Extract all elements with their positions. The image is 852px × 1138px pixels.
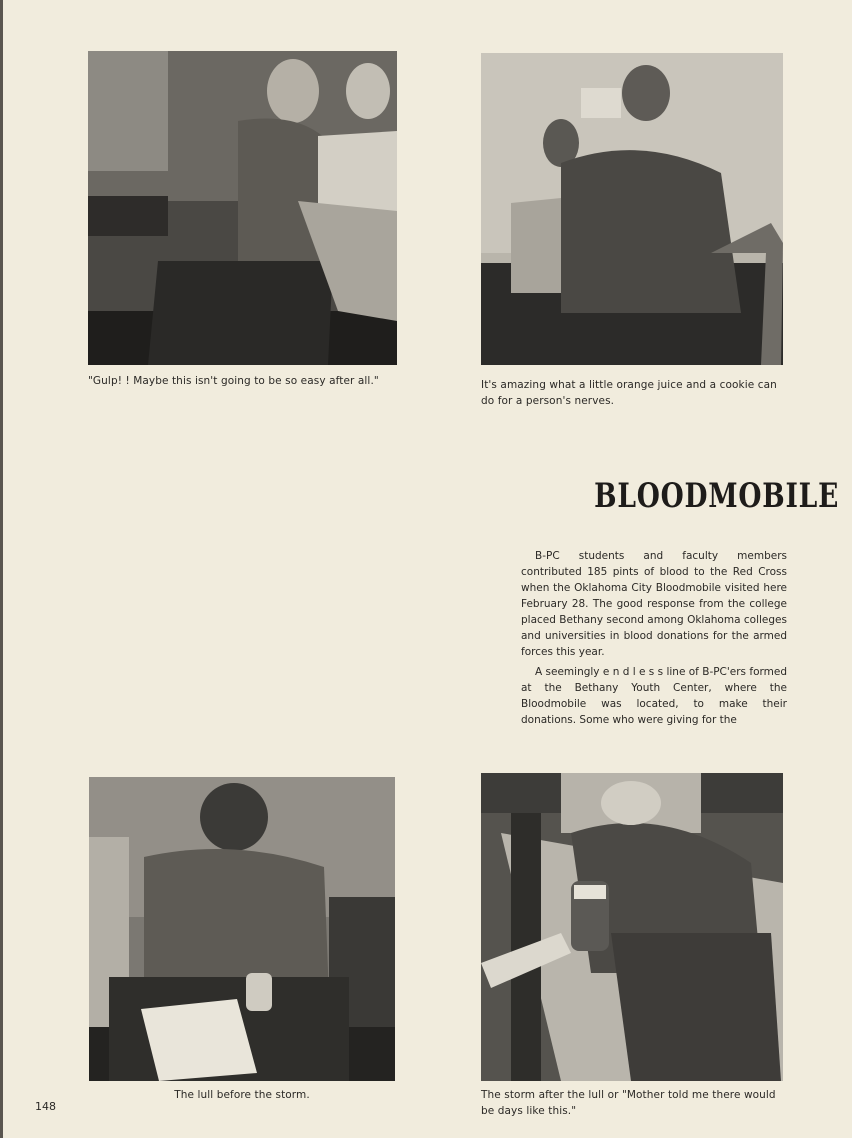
page-edge — [0, 0, 3, 1138]
photo-caption: The storm after the lull or "Mother told me there would be days like this." — [481, 1089, 776, 1117]
photo-waiting-students — [88, 51, 397, 365]
article-title: BLOODMOBILE — [594, 476, 840, 516]
photo-donor-lying — [481, 773, 783, 1081]
article-body — [521, 548, 787, 728]
photo-reading-card — [89, 777, 395, 1081]
photo-caption: The lull before the storm. — [174, 1089, 310, 1101]
article-paragraph: B-PC students and faculty members contributed 185 pints of blood to the Red Cross when the Oklahoma City Bloodmobile visited here February 28. The good response from the college placed Bethany second among Oklahoma colleges and universities in blood donations for the armed forces this year. — [521, 550, 787, 658]
page-number: 148 — [35, 1100, 56, 1113]
photo-caption: It's amazing what a little orange juice and a cookie can do for a person's nerves. — [481, 379, 777, 407]
article-paragraph: A seemingly e n d l e s s line of B-PC'ers formed at the Bethany Youth Center, where the Bloodmobile was located, to make their donations. Some who were giving for the — [521, 666, 787, 726]
photo-caption: "Gulp! ! Maybe this isn't going to be so easy after all." — [88, 375, 379, 387]
photo-drinking-juice — [481, 53, 783, 365]
